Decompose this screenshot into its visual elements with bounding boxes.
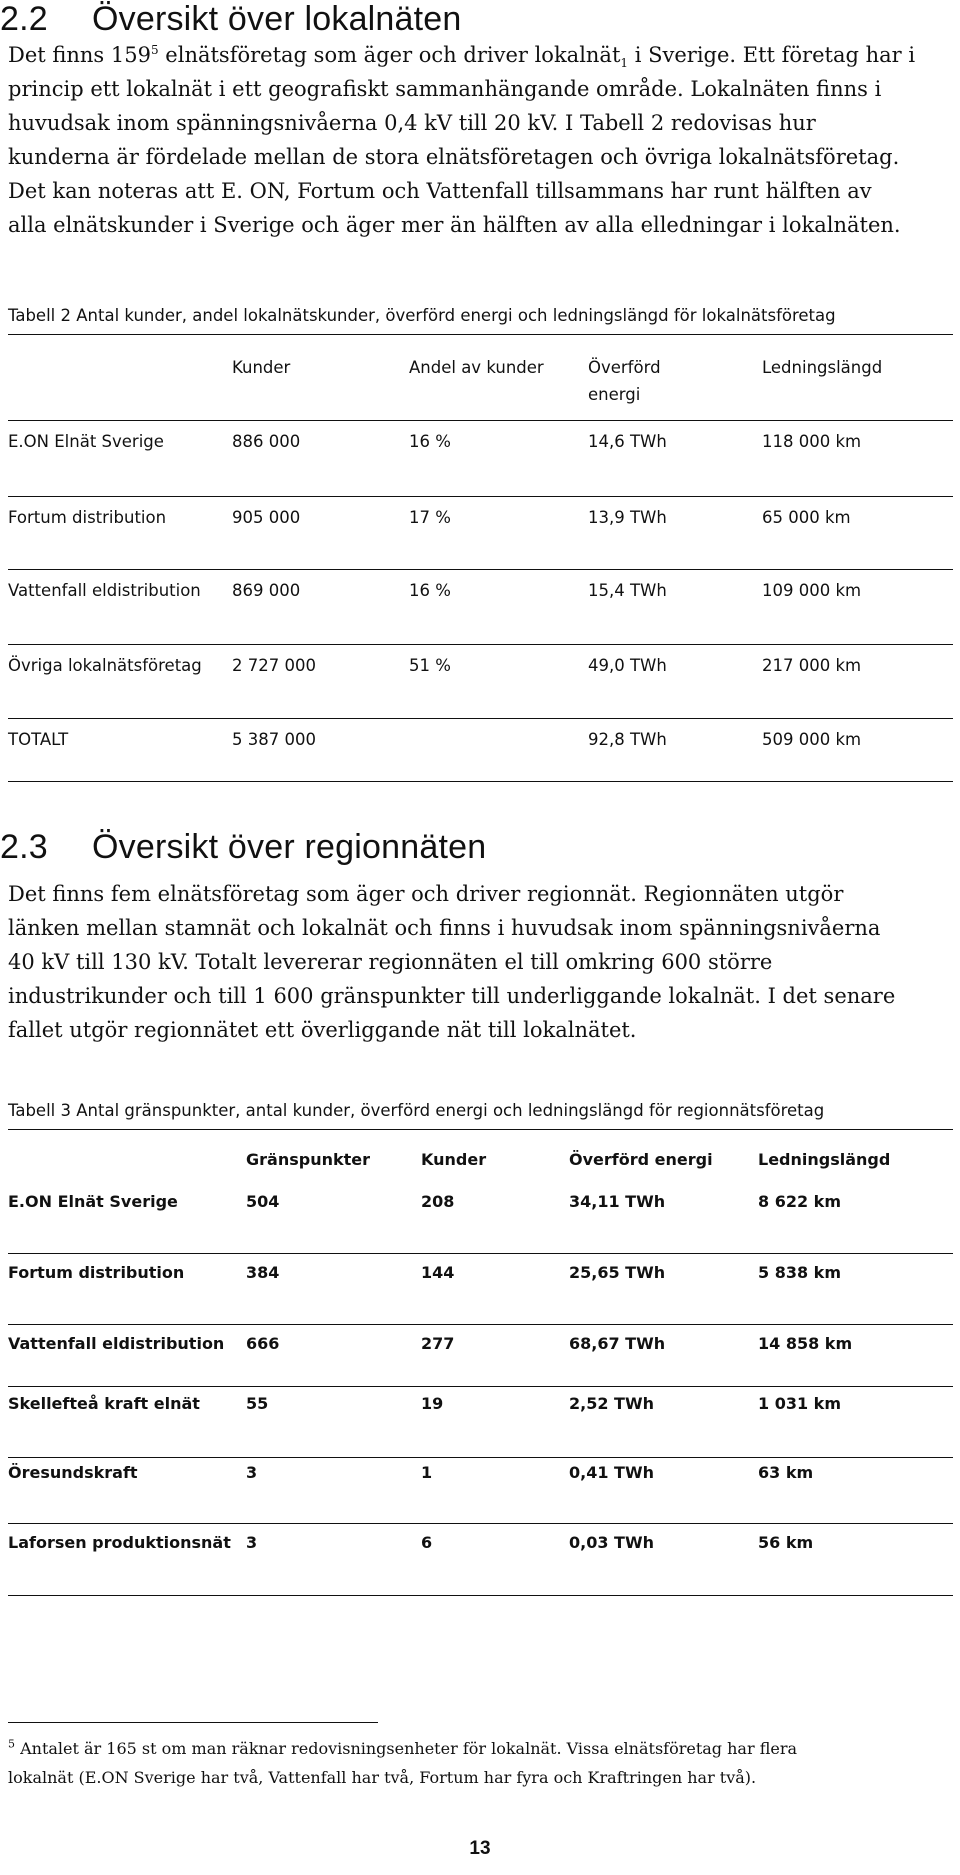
table-rule	[8, 1523, 953, 1524]
column-header: Kunder	[421, 1150, 487, 1169]
paragraph-line: alla elnätskunder i Sverige och äger mer än hälften av alla elledningar i lokalnäten.	[8, 213, 901, 237]
column-header: energi	[588, 385, 641, 404]
paragraph-line: Det finns fem elnätsföretag som äger och driver regionnät. Regionnäten utgör	[8, 882, 844, 906]
table-cell: 666	[246, 1334, 280, 1353]
table-cell: 0,03 TWh	[569, 1533, 654, 1552]
column-header: Ledningslängd	[758, 1150, 891, 1169]
table-rule	[8, 781, 953, 782]
table-rule	[8, 644, 953, 645]
table-cell: 51 %	[409, 656, 451, 675]
table-cell: 63 km	[758, 1463, 814, 1482]
section-title: Översikt över lokalnäten	[92, 0, 462, 38]
column-header: Överförd	[588, 358, 661, 377]
table-cell: 3	[246, 1533, 258, 1552]
section-number: 2.2	[0, 0, 48, 38]
column-header: Gränspunkter	[246, 1150, 370, 1169]
footnote-line: lokalnät (E.ON Sverige har två, Vattenfall har två, Fortum har fyra och Kraftringen har två).	[8, 1768, 757, 1787]
table-cell: 8 622 km	[758, 1192, 841, 1211]
table-cell: 504	[246, 1192, 280, 1211]
table-rule	[8, 1386, 953, 1387]
table-rule	[8, 1253, 953, 1254]
paragraph-line: fallet utgör regionnätet ett överliggande nät till lokalnätet.	[8, 1018, 637, 1042]
table-row-label: TOTALT	[8, 730, 69, 749]
table-row-label: Laforsen produktionsnät	[8, 1533, 231, 1552]
column-header: Andel av kunder	[409, 358, 544, 377]
paragraph-line: kunderna är fördelade mellan de stora elnätsföretagen och övriga lokalnätsföretag.	[8, 145, 900, 169]
table-cell: 49,0 TWh	[588, 656, 667, 675]
table-row-label: Fortum distribution	[8, 1263, 185, 1282]
section-2-3-paragraph	[8, 877, 953, 1047]
table-cell: 68,67 TWh	[569, 1334, 666, 1353]
table-cell: 1	[421, 1463, 433, 1482]
table-rule	[8, 496, 953, 497]
section-heading-2-3	[0, 828, 486, 867]
table-cell: 0,41 TWh	[569, 1463, 654, 1482]
table-cell: 144	[421, 1263, 455, 1282]
table-cell: 65 000 km	[762, 508, 851, 527]
paragraph-line: länken mellan stamnät och lokalnät och finns i huvudsak inom spänningsnivåerna	[8, 916, 881, 940]
table-cell: 886 000	[232, 432, 301, 451]
section-2-2-paragraph	[8, 38, 953, 242]
table-cell: 17 %	[409, 508, 451, 527]
table-rule	[8, 569, 953, 570]
table-cell: 384	[246, 1263, 280, 1282]
table-rule	[8, 718, 953, 719]
table-row-label: Fortum distribution	[8, 508, 167, 527]
section-heading-2-2	[0, 0, 462, 39]
table-cell: 118 000 km	[762, 432, 862, 451]
table-rule	[8, 334, 953, 335]
section-number: 2.3	[0, 828, 48, 866]
paragraph-line: Det finns 159$^5$ elnätsföretag som äger och driver lokalnät$_1$ i Sverige. Ett företag har i	[8, 43, 916, 71]
table-row-label: Övriga lokalnätsföretag	[8, 656, 202, 675]
table-rule	[8, 1324, 953, 1325]
paragraph-line: princip ett lokalnät i ett geografiskt sammanhängande område. Lokalnäten finns i	[8, 77, 882, 101]
table-cell: 208	[421, 1192, 455, 1211]
table-cell: 92,8 TWh	[588, 730, 667, 749]
footnote	[8, 1734, 797, 1792]
footnote-mark: 5	[8, 1737, 15, 1751]
table-cell: 1 031 km	[758, 1394, 841, 1413]
table-cell: 16 %	[409, 432, 451, 451]
table-rule	[8, 420, 953, 421]
table-row-label: Vattenfall eldistribution	[8, 581, 201, 600]
table-row-label: Vattenfall eldistribution	[8, 1334, 225, 1353]
table-cell: 869 000	[232, 581, 301, 600]
footnote-reference[interactable]: 5	[150, 43, 159, 57]
table-cell: 109 000 km	[762, 581, 862, 600]
section-title: Översikt över regionnäten	[92, 828, 487, 866]
column-header: Kunder	[232, 358, 291, 377]
table-3-caption: Tabell 3 Antal gränspunkter, antal kunder, överförd energi och ledningslängd för regionnätsföretag	[8, 1101, 825, 1120]
table-row-label: Skellefteå kraft elnät	[8, 1394, 200, 1413]
column-header: Ledningslängd	[762, 358, 883, 377]
table-rule	[8, 1457, 953, 1458]
table-cell: 34,11 TWh	[569, 1192, 666, 1211]
paragraph-line: huvudsak inom spänningsnivåerna 0,4 kV till 20 kV. I Tabell 2 redovisas hur	[8, 111, 816, 135]
table-cell: 25,65 TWh	[569, 1263, 666, 1282]
table-cell: 15,4 TWh	[588, 581, 667, 600]
table-row-label: E.ON Elnät Sverige	[8, 1192, 178, 1211]
table-cell: 5 387 000	[232, 730, 316, 749]
table-cell: 3	[246, 1463, 258, 1482]
footnote-line: $^5$ Antalet är 165 st om man räknar redovisningsenheter för lokalnät. Vissa elnätsföretag har flera	[8, 1737, 798, 1758]
table-cell: 217 000 km	[762, 656, 862, 675]
table-rule	[8, 1595, 953, 1596]
table-row-label: E.ON Elnät Sverige	[8, 432, 164, 451]
table-cell: 509 000 km	[762, 730, 862, 749]
paragraph-line: industrikunder och till 1 600 gränspunkter till underliggande lokalnät. I det senare	[8, 984, 896, 1008]
paragraph-line: Det kan noteras att E. ON, Fortum och Vattenfall tillsammans har runt hälften av	[8, 179, 872, 203]
footnote-reference-subscript: 1	[620, 56, 629, 71]
table-cell: 2,52 TWh	[569, 1394, 654, 1413]
column-header: Överförd energi	[569, 1150, 713, 1169]
table-cell: 905 000	[232, 508, 301, 527]
table-cell: 2 727 000	[232, 656, 316, 675]
table-cell: 5 838 km	[758, 1263, 841, 1282]
table-row-label: Öresundskraft	[8, 1463, 138, 1482]
table-cell: 13,9 TWh	[588, 508, 667, 527]
table-cell: 56 km	[758, 1533, 814, 1552]
paragraph-line: 40 kV till 130 kV. Totalt levererar regionnäten el till omkring 600 större	[8, 950, 773, 974]
table-rule	[8, 1129, 953, 1130]
table-cell: 14 858 km	[758, 1334, 853, 1353]
page-number: 13	[469, 1838, 491, 1859]
table-2-caption: Tabell 2 Antal kunder, andel lokalnätskunder, överförd energi och ledningslängd för lokalnätsföretag	[8, 306, 836, 325]
table-cell: 55	[246, 1394, 269, 1413]
table-cell: 6	[421, 1533, 433, 1552]
table-cell: 277	[421, 1334, 455, 1353]
footnote-separator	[8, 1722, 378, 1723]
table-cell: 14,6 TWh	[588, 432, 667, 451]
table-cell: 16 %	[409, 581, 451, 600]
table-cell: 19	[421, 1394, 444, 1413]
